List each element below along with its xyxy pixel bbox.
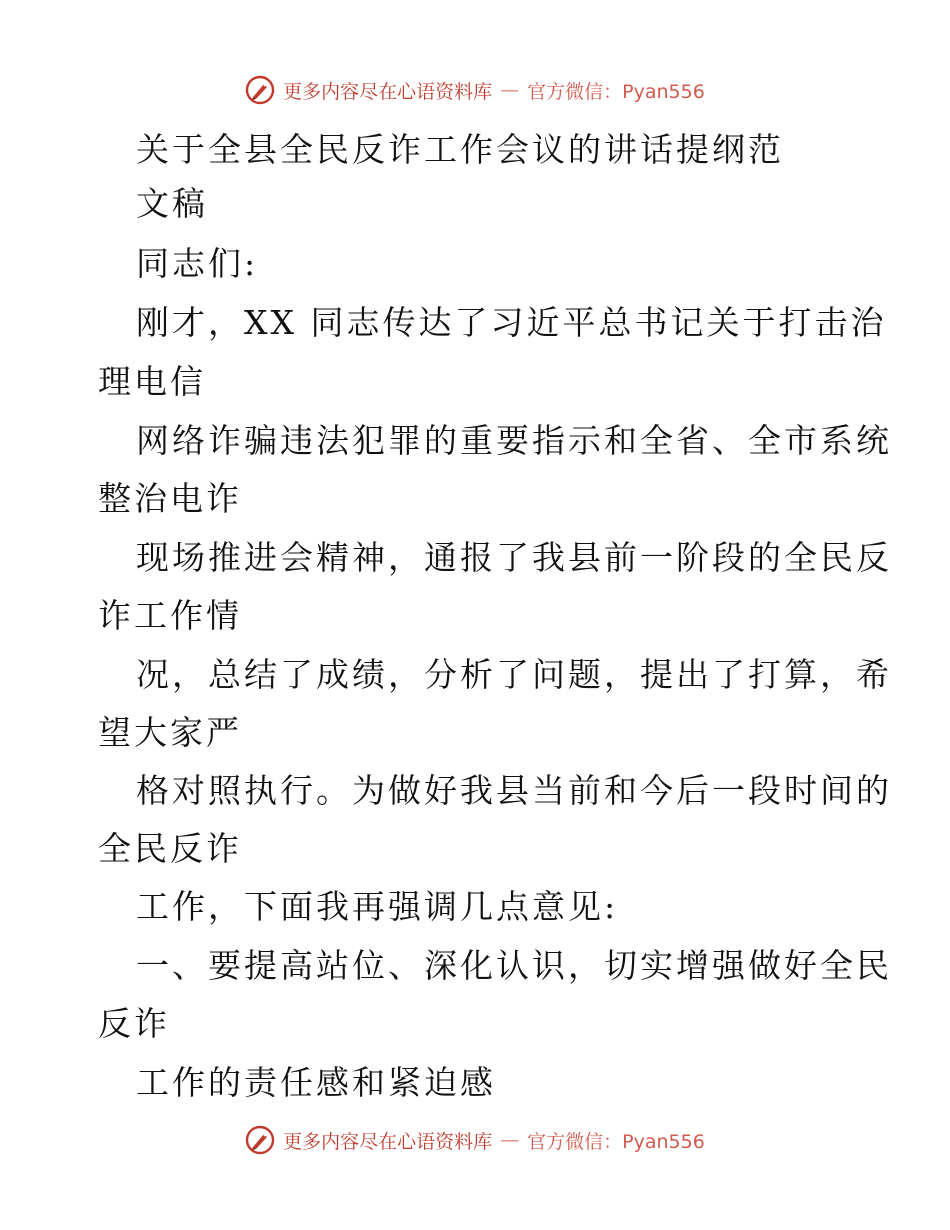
watermark-contact: 官方微信：Pyan556 <box>527 1130 705 1153</box>
doc-section-heading: 一、要提高站位、深化认识，切实增强做好全民 <box>136 946 892 985</box>
doc-section-heading-cont: 工作的责任感和紧迫感 <box>136 1063 496 1102</box>
doc-line: 工作，下面我再强调几点意见: <box>136 887 619 926</box>
doc-section-heading-cont: 反诈 <box>98 1004 170 1043</box>
watermark-footer <box>0 1120 950 1160</box>
watermark-separator: — <box>500 1129 520 1151</box>
watermark-text: 更多内容尽在心语资料库 <box>283 80 493 103</box>
doc-line: 现场推进会精神，通报了我县前一阶段的全民反 <box>136 538 892 577</box>
doc-title-line-1: 关于全县全民反诈工作会议的讲话提纲范 <box>136 130 784 169</box>
doc-line: 整治电诈 <box>98 479 242 518</box>
doc-title-line-2: 文稿 <box>136 184 208 223</box>
doc-salutation: 同志们: <box>136 244 259 283</box>
watermark-text: 更多内容尽在心语资料库 <box>283 1130 493 1153</box>
doc-line: 况，总结了成绩，分析了问题，提出了打算，希 <box>136 655 892 694</box>
watermark-contact: 官方微信：Pyan556 <box>527 80 705 103</box>
doc-line: 诈工作情 <box>98 596 242 635</box>
pen-logo-icon <box>245 1125 275 1155</box>
doc-line: 全民反诈 <box>98 829 242 868</box>
doc-line: 网络诈骗违法犯罪的重要指示和全省、全市系统 <box>136 421 892 460</box>
doc-line: 理电信 <box>98 362 206 401</box>
doc-line: 望大家严 <box>98 713 242 752</box>
doc-line: 刚才，XX 同志传达了习近平总书记关于打击治 <box>136 303 887 342</box>
doc-line: 格对照执行。为做好我县当前和今后一段时间的 <box>136 771 892 810</box>
watermark-separator: — <box>500 79 520 101</box>
